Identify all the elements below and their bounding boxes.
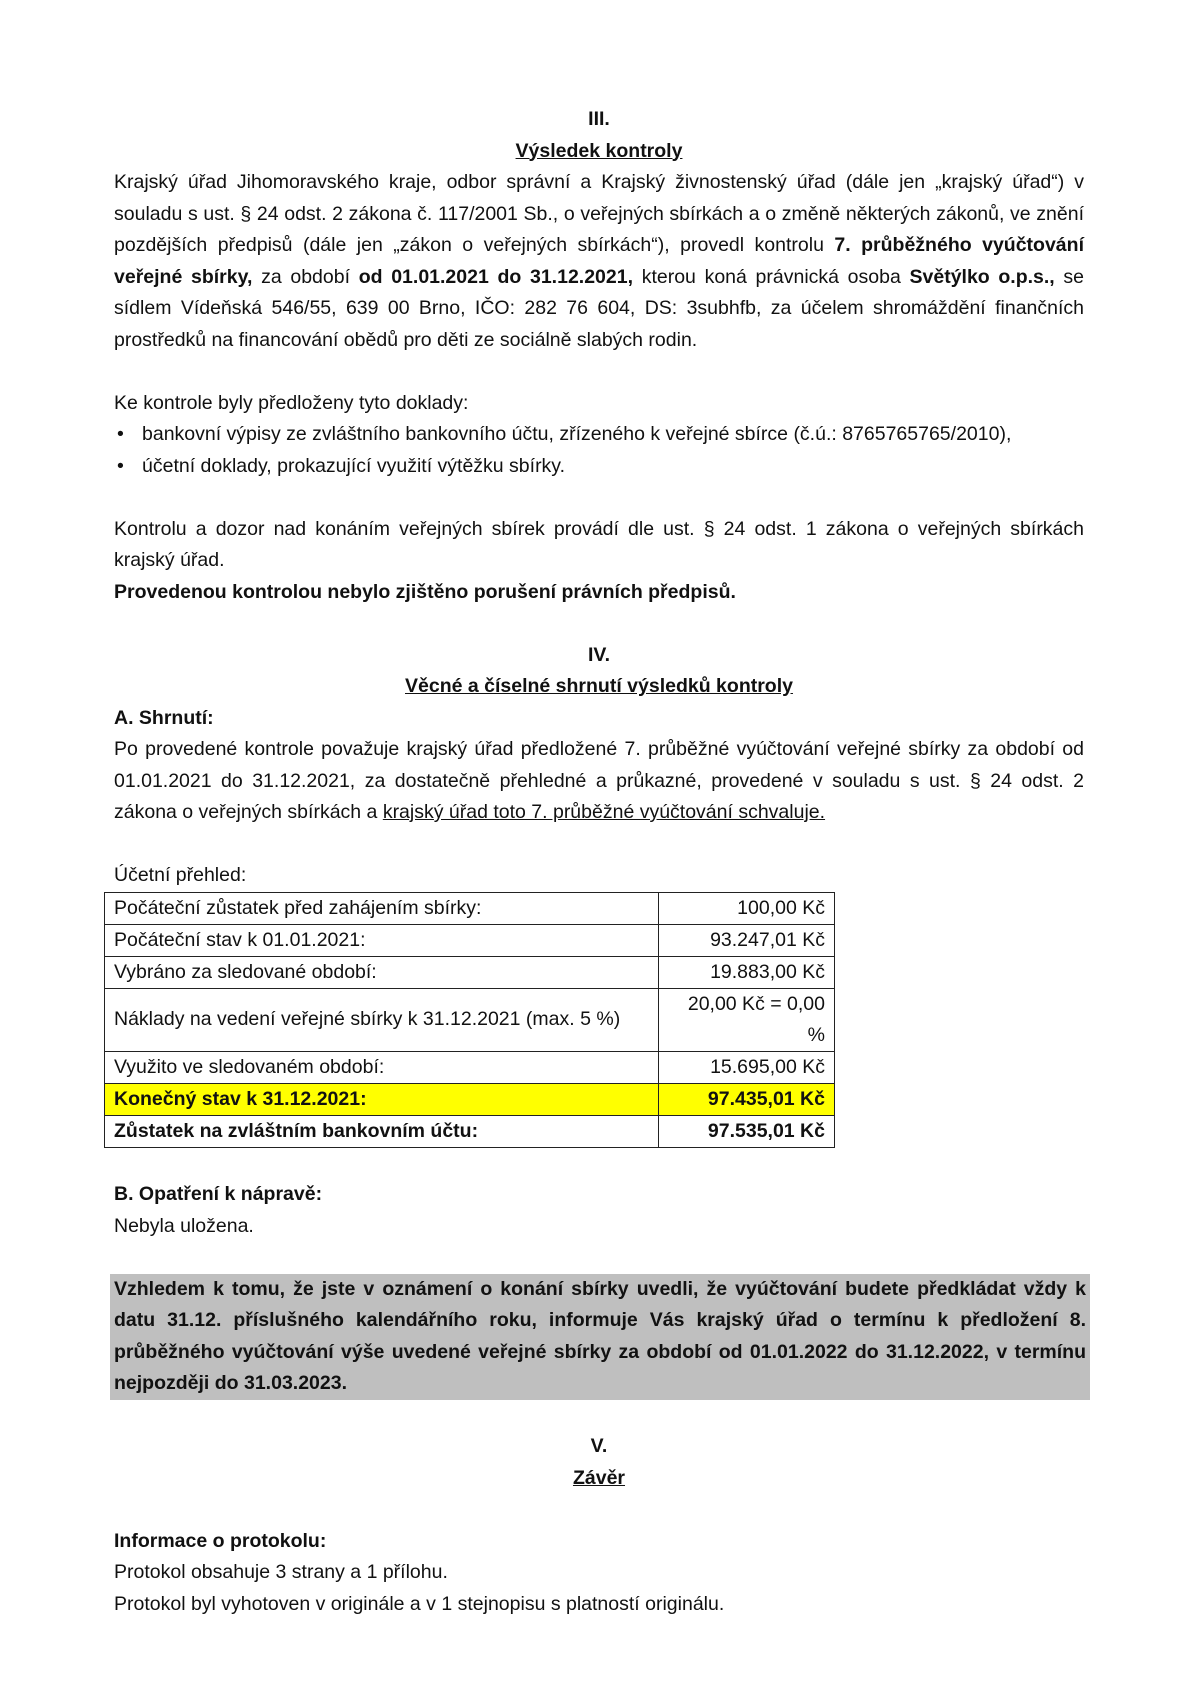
table-row — [105, 1115, 835, 1147]
underlined-run: krajský úřad toto 7. průběžné vyúčtování schvaluje. — [382, 801, 826, 823]
ledger-value: 97.535,01 Kč — [659, 1115, 835, 1147]
ledger-label: Zůstatek na zvláštním bankovním účtu: — [105, 1115, 659, 1147]
spacer — [114, 356, 1084, 388]
ledger-value: 97.435,01 Kč — [659, 1083, 835, 1115]
ledger-label: Vybráno za sledované období: — [105, 956, 659, 988]
summary-paragraph — [114, 734, 1084, 829]
section-4-number: IV. — [587, 643, 611, 666]
section-3-paragraph — [114, 167, 1084, 356]
ledger-label: Počáteční stav k 01.01.2021: — [105, 924, 659, 956]
subsection-b-heading: B. Opatření k nápravě: — [114, 1183, 323, 1205]
text-run: za období — [252, 265, 359, 288]
protocol-info-heading: Informace o protokolu: — [114, 1529, 327, 1552]
deadline-notice: Vzhledem k tomu, že jste v oznámení o konání sbírky uvedli, že vyúčtování budete předkládat vždy k datu 31.12. příslušného kalendářního roku, informuje Vás krajský úřad o termínu k předložení 8. průběžného vyúčtování výše uvedené veřejné sbírky za období od 01.01.2022 do 31.12.2022, v termínu nejpozději do 31.03.2023. — [110, 1274, 1090, 1400]
bold-run: 7. průběžného vyúčtování veřejné sbírky, — [114, 234, 1084, 288]
ledger-title: Účetní přehled: — [114, 864, 247, 886]
table-row — [105, 892, 835, 924]
bold-run: od 01.01.2021 do 31.12.2021, — [358, 265, 634, 288]
table-row — [105, 988, 835, 1051]
list-item — [114, 419, 1084, 451]
ledger-value: 15.695,00 Kč — [659, 1051, 835, 1083]
documents-intro: Ke kontrole byly předloženy tyto doklady: — [114, 391, 469, 414]
ledger-label: Konečný stav k 31.12.2021: — [105, 1083, 659, 1115]
ledger-value: 20,00 Kč = 0,00 % — [659, 988, 835, 1051]
table-row — [105, 924, 835, 956]
table-row — [105, 956, 835, 988]
text-run: Po provedené kontrole považuje krajský úřad předložené 7. průběžné vyúčtování veřejné sbírky za období od 01.01.2021 do 31.12.2021, za dostatečně přehledné a průkazné, provedené v souladu s ust. § 24 odst. 2 zákona o veřejných sbírkách a — [114, 738, 1084, 823]
ledger-label: Náklady na vedení veřejné sbírky k 31.12.2021 (max. 5 %) — [105, 988, 659, 1051]
list-item-text: bankovní výpisy ze zvláštního bankovního účtu, zřízeného k veřejné sbírce (č.ú.: 8765765765/2010), — [142, 423, 1012, 445]
section-5-number: V. — [590, 1435, 608, 1457]
spacer — [114, 608, 1084, 640]
spacer — [114, 1400, 1084, 1432]
ledger-label: Využito ve sledovaném období: — [105, 1051, 659, 1083]
ledger-value: 19.883,00 Kč — [659, 956, 835, 988]
table-row-highlighted — [105, 1083, 835, 1115]
protocol-info-line: Protokol obsahuje 3 strany a 1 přílohu. — [114, 1561, 448, 1583]
text-run: kterou koná právnická osoba — [633, 265, 910, 288]
result-statement: Provedenou kontrolou nebylo zjištěno porušení právních předpisů. — [114, 580, 736, 603]
spacer — [114, 829, 1084, 861]
spacer — [114, 482, 1084, 514]
ledger-table — [104, 892, 835, 1148]
list-item-text: účetní doklady, prokazující využití výtěžku sbírky. — [142, 454, 566, 477]
section-3-title: Výsledek kontroly — [515, 139, 683, 162]
section-3-number: III. — [588, 108, 610, 130]
bullet-icon: • — [117, 423, 124, 445]
protocol-info-line: Protokol byl vyhotoven v originále a v 1 stejnopisu s platností originálu. — [114, 1592, 725, 1615]
section-5-title: Závěr — [572, 1466, 626, 1489]
table-row — [105, 1051, 835, 1083]
ledger-value: 93.247,01 Kč — [659, 924, 835, 956]
document-content — [114, 104, 1084, 1620]
ledger-value: 100,00 Kč — [659, 892, 835, 924]
ledger-label: Počáteční zůstatek před zahájením sbírky: — [105, 892, 659, 924]
subsection-a-heading: A. Shrnutí: — [114, 706, 214, 729]
spacer — [114, 1148, 1084, 1180]
text-run: se sídlem Vídeňská 546/55, 639 00 Brno, IČO: 282 76 604, DS: 3subhfb, za účelem shromáždění finančních prostředků na financování obědů pro děti ze sociálně slabých rodin. — [114, 265, 1085, 351]
text-run: Krajský úřad Jihomoravského kraje, odbor správní a Krajský živnostenský úřad (dále jen „krajský úřad“) v souladu s ust. § 24 odst. 2 zákona č. 117/2001 Sb., o veřejných sbírkách a o změně některých zákonů, ve znění pozdějších předpisů (dále jen „zákon o veřejných sbírkách“), provedl kontrolu — [114, 171, 1084, 256]
list-item — [114, 451, 1084, 483]
section-4-title: Věcné a číselné shrnutí výsledků kontroly — [405, 675, 793, 697]
documents-list — [114, 419, 1084, 482]
spacer — [114, 1494, 1084, 1526]
bold-run: Světýlko o.p.s., — [909, 265, 1055, 288]
bullet-icon: • — [117, 454, 124, 477]
spacer — [114, 1242, 1084, 1274]
supervision-paragraph: Kontrolu a dozor nad konáním veřejných sbírek provádí dle ust. § 24 odst. 1 zákona o veřejných sbírkách krajský úřad. — [114, 517, 1084, 571]
remedy-text: Nebyla uložena. — [114, 1214, 254, 1237]
